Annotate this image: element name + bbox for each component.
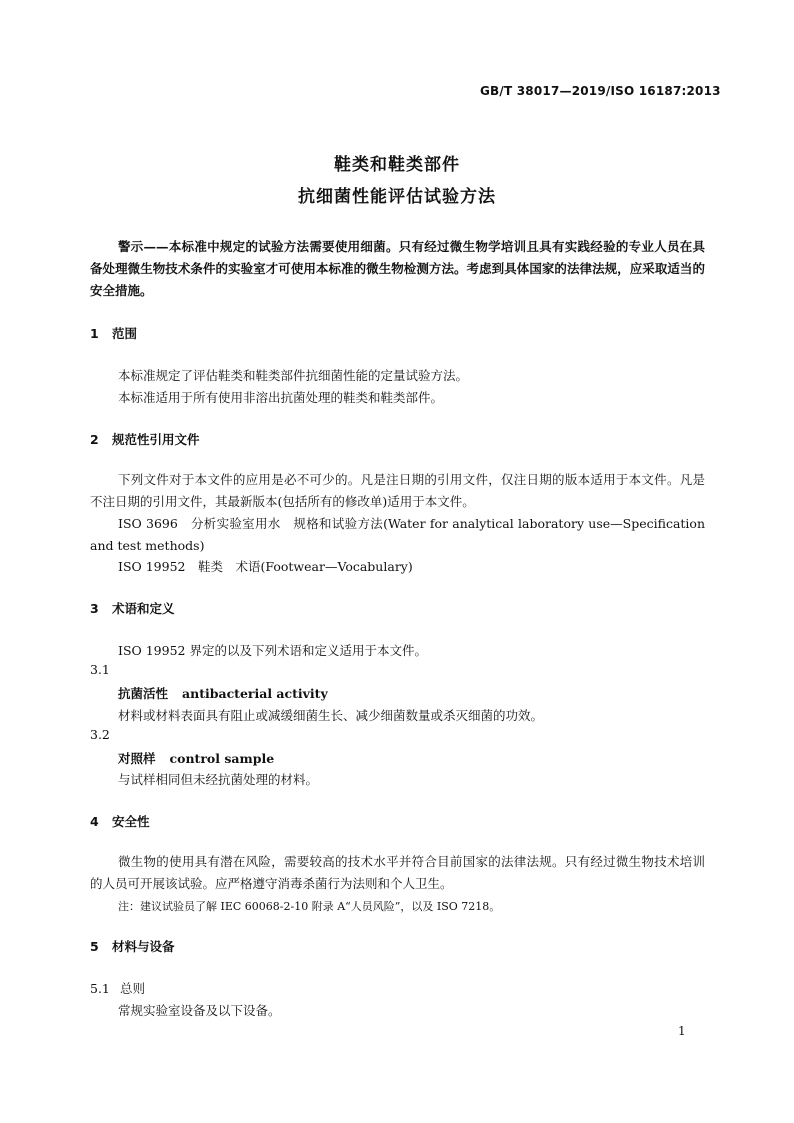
section-3-heading [90, 599, 175, 617]
section-title: 范围 [112, 326, 138, 341]
section-4-heading [90, 812, 150, 830]
term-english: control sample [169, 751, 275, 766]
page-number: 1 [678, 1024, 686, 1038]
section-2-paragraph-1: 下列文件对于本文件的应用是必不可少的。凡是注日期的引用文件，仅注日期的版本适用于本文件。凡是不注日期的引用文件，其最新版本(包括所有的修改单)适用于本文件。 [90, 472, 705, 509]
subsection-title: 总则 [120, 981, 146, 996]
section-title: 材料与设备 [112, 939, 175, 954]
reference-iso-3696: ISO 3696 分析实验室用水 规格和试验方法(Water for analytical laboratory use—Specification and test methods) [90, 516, 705, 553]
section-1-heading [90, 324, 137, 342]
subsection-number: 5.1 [90, 981, 110, 996]
reference-iso-19952: ISO 19952 鞋类 术语(Footwear—Vocabulary) [118, 559, 413, 574]
section-number: 1 [90, 326, 99, 341]
safety-warning: 警示——本标准中规定的试验方法需要使用细菌。只有经过微生物学培训且具有实践经验的专业人员在具备处理微生物技术条件的实验室才可使用本标准的微生物检测方法。考虑到具体国家的法律法规，应采取适当的安全措施。 [90, 239, 705, 298]
term-english: antibacterial activity [182, 686, 328, 701]
section-title: 安全性 [112, 814, 150, 829]
title-line-1: 鞋类和鞋类部件 [334, 155, 460, 175]
section-number: 4 [90, 814, 99, 829]
section-title: 术语和定义 [112, 601, 175, 616]
section-5-heading [90, 937, 175, 955]
term-3-1-number: 3.1 [90, 662, 110, 677]
title-line-2: 抗细菌性能评估试验方法 [298, 187, 496, 207]
section-title: 规范性引用文件 [112, 432, 200, 447]
subsection-5-1-heading [90, 979, 145, 997]
term-3-2-definition: 与试样相同但未经抗菌处理的材料。 [118, 772, 319, 787]
term-3-1-heading [118, 684, 328, 702]
term-3-2-heading [118, 749, 274, 767]
section-4-paragraph-1: 微生物的使用具有潜在风险，需要较高的技术水平并符合目前国家的法律法规。只有经过微生物技术培训的人员可开展该试验。应严格遵守消毒杀菌行为法则和个人卫生。 [90, 854, 705, 891]
section-number: 2 [90, 432, 99, 447]
subsection-5-1-paragraph: 常规实验室设备及以下设备。 [118, 1003, 281, 1018]
term-3-1-definition: 材料或材料表面具有阻止或减缓细菌生长、减少细菌数量或杀灭细菌的功效。 [118, 708, 544, 723]
section-number: 5 [90, 939, 99, 954]
section-4-note: 注：建议试验员了解 IEC 60068-2-10 附录 A“人员风险”，以及 ISO 7218。 [118, 900, 501, 913]
standard-code: GB/T 38017—2019/ISO 16187:2013 [480, 84, 721, 98]
term-chinese: 抗菌活性 [118, 686, 169, 701]
term-chinese: 对照样 [118, 751, 156, 766]
section-2-heading [90, 430, 200, 448]
term-3-2-number: 3.2 [90, 727, 110, 742]
section-number: 3 [90, 601, 99, 616]
section-3-paragraph-1: ISO 19952 界定的以及下列术语和定义适用于本文件。 [118, 643, 427, 658]
section-1-paragraph-1: 本标准规定了评估鞋类和鞋类部件抗细菌性能的定量试验方法。 [118, 368, 469, 383]
section-1-paragraph-2: 本标准适用于所有使用非溶出抗菌处理的鞋类和鞋类部件。 [118, 390, 444, 405]
